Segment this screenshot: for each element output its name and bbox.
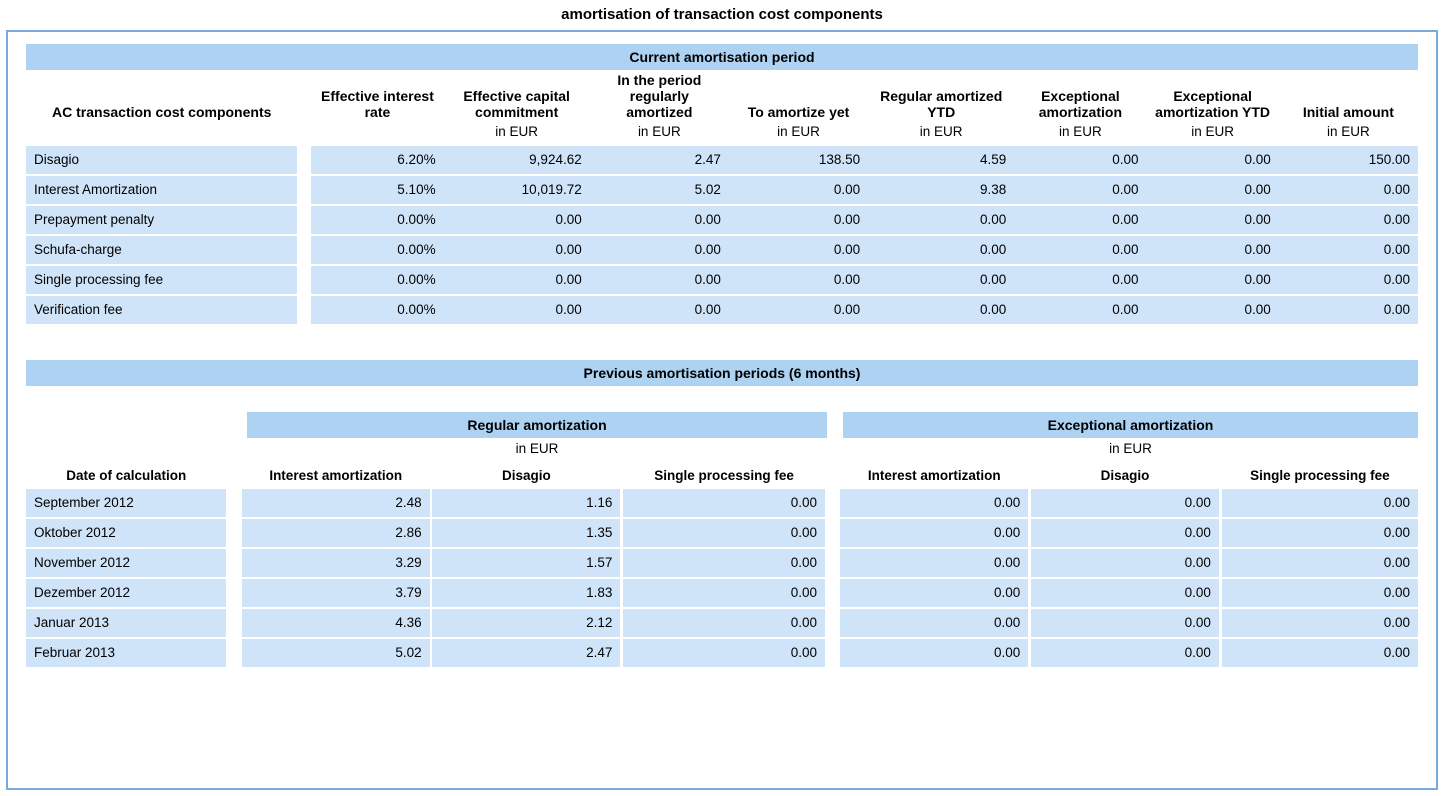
cell-effective-interest-rate: 6.20% [311, 146, 443, 175]
cell-exceptional-amortization-ytd: 0.00 [1147, 235, 1279, 265]
cell-exceptional-amortization: 0.00 [1014, 175, 1146, 205]
row-label: Interest Amortization [26, 175, 297, 205]
previous-periods-band: Previous amortisation periods (6 months) [26, 360, 1418, 386]
col-header-exceptional-single-processing-fee: Single processing fee [1250, 467, 1390, 483]
cell-effective-interest-rate: 0.00% [311, 205, 443, 235]
row-gap [226, 548, 241, 578]
cell-effective-capital-commitment: 0.00 [444, 205, 590, 235]
cell-regular-single-processing-fee: 0.00 [623, 548, 825, 578]
row-gap [825, 489, 840, 518]
cell-regular-single-processing-fee: 0.00 [623, 608, 825, 638]
col-header-component: AC transaction cost components [52, 104, 272, 121]
unit-to-amortize-yet: in EUR [777, 124, 820, 140]
group-band-row [26, 412, 1418, 438]
table-row [26, 205, 1418, 235]
row-gap [825, 578, 840, 608]
unit-effective-interest-rate [311, 122, 443, 146]
row-gap [825, 638, 840, 668]
cell-exceptional-interest-amortization: 0.00 [840, 638, 1028, 668]
cell-exceptional-disagio: 0.00 [1031, 489, 1219, 518]
table-row [26, 518, 1418, 548]
cell-effective-interest-rate: 0.00% [311, 295, 443, 325]
cell-effective-capital-commitment: 10,019.72 [444, 175, 590, 205]
current-period-table [26, 70, 1418, 326]
cell-exceptional-interest-amortization: 0.00 [840, 548, 1028, 578]
cell-initial-amount: 150.00 [1279, 146, 1418, 175]
row-gap [297, 265, 311, 295]
row-gap [226, 518, 241, 548]
cell-initial-amount: 0.00 [1279, 235, 1418, 265]
cell-date-of-calculation: November 2012 [26, 548, 226, 578]
row-label: Verification fee [26, 295, 297, 325]
cell-effective-interest-rate: 0.00% [311, 265, 443, 295]
cell-exceptional-disagio: 0.00 [1031, 638, 1219, 668]
row-label: Single processing fee [26, 265, 297, 295]
cell-exceptional-single-processing-fee: 0.00 [1222, 548, 1418, 578]
cell-regular-disagio: 1.16 [432, 489, 620, 518]
cell-initial-amount: 0.00 [1279, 175, 1418, 205]
cell-to-amortize-yet: 138.50 [729, 146, 868, 175]
col-header-exceptional-disagio: Disagio [1100, 467, 1150, 483]
unit-exceptional-amortization-ytd: in EUR [1191, 124, 1234, 140]
cell-regular-single-processing-fee: 0.00 [623, 489, 825, 518]
col-header-in-period-regularly-amortized: In the period regularly amortized [617, 72, 702, 121]
cell-exceptional-single-processing-fee: 0.00 [1222, 489, 1418, 518]
cell-regular-single-processing-fee: 0.00 [623, 638, 825, 668]
table-row [26, 489, 1418, 518]
cell-in-period-regularly-amortized: 0.00 [590, 235, 729, 265]
regular-amortization-band: Regular amortization [247, 412, 827, 438]
cell-effective-capital-commitment: 0.00 [444, 235, 590, 265]
cell-date-of-calculation: Februar 2013 [26, 638, 226, 668]
row-gap [825, 548, 840, 578]
previous-periods-table [26, 464, 1418, 669]
cell-exceptional-amortization: 0.00 [1014, 235, 1146, 265]
unit-exceptional-amortization: in EUR [1059, 124, 1102, 140]
previous-amortisation-section [26, 360, 1418, 669]
cell-regular-interest-amortization: 2.86 [242, 518, 430, 548]
cell-effective-capital-commitment: 9,924.62 [444, 146, 590, 175]
row-gap [226, 638, 241, 668]
cell-regular-single-processing-fee: 0.00 [623, 518, 825, 548]
cell-exceptional-amortization-ytd: 0.00 [1147, 265, 1279, 295]
col-header-effective-capital-commitment: Effective capital commitment [463, 88, 570, 121]
cell-exceptional-amortization-ytd: 0.00 [1147, 205, 1279, 235]
current-period-body [26, 146, 1418, 325]
cell-regular-disagio: 2.12 [432, 608, 620, 638]
cell-exceptional-interest-amortization: 0.00 [840, 578, 1028, 608]
row-label: Prepayment penalty [26, 205, 297, 235]
current-period-unit-row [26, 122, 1418, 146]
cell-regular-interest-amortization: 3.79 [242, 578, 430, 608]
cell-regular-disagio: 2.47 [432, 638, 620, 668]
cell-date-of-calculation: Oktober 2012 [26, 518, 226, 548]
cell-exceptional-disagio: 0.00 [1031, 578, 1219, 608]
cell-date-of-calculation: Dezember 2012 [26, 578, 226, 608]
row-label: Disagio [26, 146, 297, 175]
page-title: amortisation of transaction cost components [561, 6, 883, 23]
current-period-band: Current amortisation period [26, 44, 1418, 70]
col-header-initial-amount: Initial amount [1302, 104, 1394, 121]
col-gap [226, 464, 241, 489]
table-row [26, 638, 1418, 668]
cell-in-period-regularly-amortized: 2.47 [590, 146, 729, 175]
col-header-exceptional-amortization-ytd: Exceptional amortization YTD [1155, 88, 1271, 121]
table-row [26, 295, 1418, 325]
unit-in-period-regularly-amortized: in EUR [637, 124, 681, 140]
row-gap [825, 608, 840, 638]
cell-in-period-regularly-amortized: 5.02 [590, 175, 729, 205]
cell-regular-single-processing-fee: 0.00 [623, 578, 825, 608]
cell-exceptional-amortization: 0.00 [1014, 265, 1146, 295]
row-gap [226, 489, 241, 518]
cell-regular-amortized-ytd: 0.00 [868, 235, 1014, 265]
cell-to-amortize-yet: 0.00 [729, 265, 868, 295]
cell-exceptional-single-processing-fee: 0.00 [1222, 638, 1418, 668]
row-label: Schufa-charge [26, 235, 297, 265]
cell-to-amortize-yet: 0.00 [729, 295, 868, 325]
cell-exceptional-interest-amortization: 0.00 [840, 518, 1028, 548]
cell-to-amortize-yet: 0.00 [729, 175, 868, 205]
cell-to-amortize-yet: 0.00 [729, 235, 868, 265]
table-row [26, 548, 1418, 578]
row-gap [297, 146, 311, 175]
col-header-regular-amortized-ytd: Regular amortized YTD [880, 88, 1003, 121]
cell-in-period-regularly-amortized: 0.00 [590, 265, 729, 295]
cell-initial-amount: 0.00 [1279, 295, 1418, 325]
unit-regular: in EUR [515, 440, 559, 456]
table-row [26, 175, 1418, 205]
cell-exceptional-amortization-ytd: 0.00 [1147, 295, 1279, 325]
unit-effective-capital-commitment: in EUR [495, 124, 539, 140]
unit-regular-amortized-ytd: in EUR [919, 124, 963, 140]
col-header-regular-interest-amortization: Interest amortization [269, 467, 403, 483]
cell-exceptional-single-processing-fee: 0.00 [1222, 608, 1418, 638]
unit-exceptional: in EUR [1109, 440, 1152, 456]
col-header-to-amortize-yet: To amortize yet [747, 104, 850, 121]
row-gap [226, 578, 241, 608]
cell-in-period-regularly-amortized: 0.00 [590, 205, 729, 235]
col-header-effective-interest-rate: Effective interest rate [321, 88, 434, 121]
cell-regular-disagio: 1.83 [432, 578, 620, 608]
cell-regular-interest-amortization: 4.36 [242, 608, 430, 638]
col-gap [297, 70, 311, 122]
cell-exceptional-amortization: 0.00 [1014, 205, 1146, 235]
row-gap [297, 175, 311, 205]
cell-exceptional-interest-amortization: 0.00 [840, 489, 1028, 518]
col-gap [825, 464, 840, 489]
cell-date-of-calculation: Januar 2013 [26, 608, 226, 638]
cell-regular-disagio: 1.57 [432, 548, 620, 578]
group-unit-row [26, 438, 1418, 458]
table-row [26, 608, 1418, 638]
col-header-exceptional-interest-amortization: Interest amortization [867, 467, 1001, 483]
previous-periods-header-row [26, 464, 1418, 489]
table-row [26, 146, 1418, 175]
document-frame [6, 30, 1438, 790]
current-amortisation-section [26, 44, 1418, 326]
table-row [26, 578, 1418, 608]
cell-exceptional-amortization: 0.00 [1014, 146, 1146, 175]
cell-to-amortize-yet: 0.00 [729, 205, 868, 235]
cell-in-period-regularly-amortized: 0.00 [590, 295, 729, 325]
cell-effective-interest-rate: 5.10% [311, 175, 443, 205]
table-row [26, 235, 1418, 265]
cell-effective-capital-commitment: 0.00 [444, 265, 590, 295]
cell-exceptional-disagio: 0.00 [1031, 548, 1219, 578]
row-gap [297, 295, 311, 325]
table-row [26, 265, 1418, 295]
unit-initial-amount: in EUR [1326, 124, 1370, 140]
previous-periods-body [26, 489, 1418, 668]
unit-gap [297, 122, 311, 146]
cell-initial-amount: 0.00 [1279, 265, 1418, 295]
exceptional-amortization-band: Exceptional amortization [843, 412, 1418, 438]
row-gap [226, 608, 241, 638]
cell-regular-amortized-ytd: 0.00 [868, 265, 1014, 295]
cell-date-of-calculation: September 2012 [26, 489, 226, 518]
current-period-header-row [26, 70, 1418, 122]
cell-regular-interest-amortization: 2.48 [242, 489, 430, 518]
cell-exceptional-amortization: 0.00 [1014, 295, 1146, 325]
col-header-regular-single-processing-fee: Single processing fee [654, 467, 794, 483]
cell-regular-amortized-ytd: 4.59 [868, 146, 1014, 175]
cell-exceptional-disagio: 0.00 [1031, 518, 1219, 548]
cell-exceptional-interest-amortization: 0.00 [840, 608, 1028, 638]
cell-regular-interest-amortization: 3.29 [242, 548, 430, 578]
cell-regular-amortized-ytd: 0.00 [868, 295, 1014, 325]
col-header-regular-disagio: Disagio [502, 467, 551, 483]
col-header-date-of-calculation: Date of calculation [66, 467, 187, 483]
unit-component [26, 122, 297, 146]
cell-effective-interest-rate: 0.00% [311, 235, 443, 265]
cell-initial-amount: 0.00 [1279, 205, 1418, 235]
cell-exceptional-single-processing-fee: 0.00 [1222, 518, 1418, 548]
cell-effective-capital-commitment: 0.00 [444, 295, 590, 325]
row-gap [297, 235, 311, 265]
cell-exceptional-amortization-ytd: 0.00 [1147, 175, 1279, 205]
row-gap [297, 205, 311, 235]
cell-regular-disagio: 1.35 [432, 518, 620, 548]
cell-regular-amortized-ytd: 0.00 [868, 205, 1014, 235]
cell-regular-interest-amortization: 5.02 [242, 638, 430, 668]
cell-exceptional-disagio: 0.00 [1031, 608, 1219, 638]
cell-exceptional-single-processing-fee: 0.00 [1222, 578, 1418, 608]
col-header-exceptional-amortization: Exceptional amortization [1038, 88, 1122, 121]
cell-exceptional-amortization-ytd: 0.00 [1147, 146, 1279, 175]
row-gap [825, 518, 840, 548]
cell-regular-amortized-ytd: 9.38 [868, 175, 1014, 205]
